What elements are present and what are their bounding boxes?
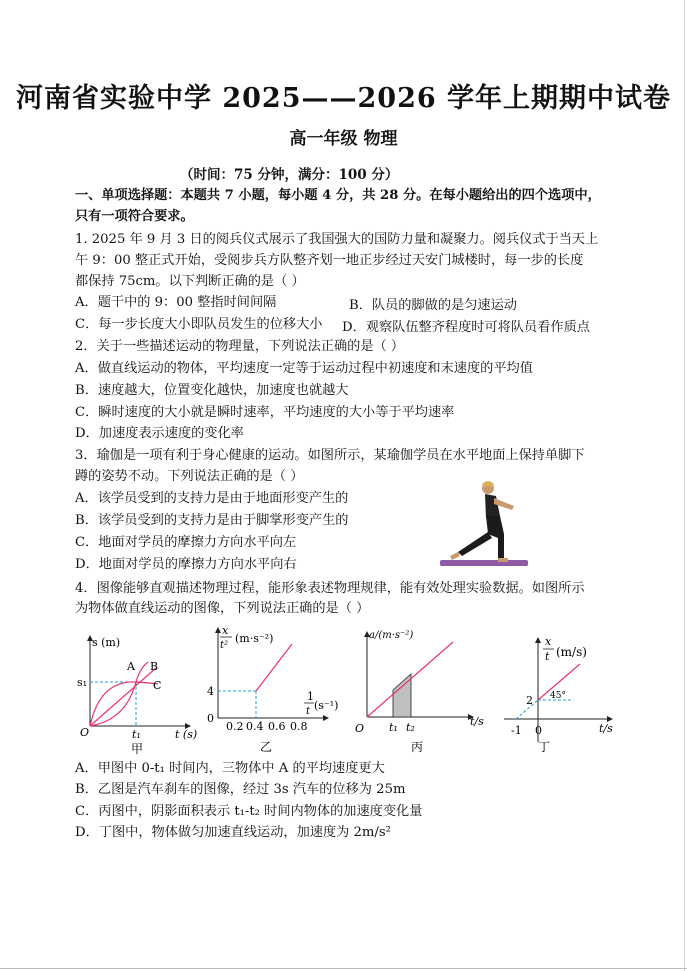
jia-label-b: B	[150, 660, 159, 673]
ding-x-tick-m1: -1	[511, 724, 522, 737]
q1-option-d: D．观察队伍整齐程度时可将队员看作质点	[342, 320, 590, 335]
page-bottom-edge	[0, 968, 687, 969]
q3-option-b: B．该学员受到的支持力是由于脚掌形变产生的	[75, 513, 349, 528]
yi-x-tick-2: 0.4	[246, 720, 264, 733]
yi-xlabel-den: t	[306, 706, 311, 717]
yi-ylabel-unit: (m·s⁻²)	[235, 632, 274, 645]
q2-option-b: B．速度越大，位置变化越快，加速度也就越大	[75, 383, 349, 398]
yoga-extended-leg	[458, 532, 492, 556]
jia-line-b	[90, 668, 156, 726]
bing-caption: 丙	[411, 740, 424, 754]
exam-title: 河南省实验中学 2025——2026 学年上期期中试卷	[15, 83, 672, 114]
ding-ylabel-unit: (m/s)	[556, 645, 587, 659]
bing-xlabel: t/s	[470, 715, 484, 728]
q3-stem-line1: 3．瑜伽是一项有利于身心健康的运动。如图所示，某瑜伽学员在水平地面上保持单脚下	[75, 448, 585, 463]
q4-stem-line1: 4．图像能够直观描述物理过程，能形象表述物理规律，能有效处理实验数据。如图所示	[75, 581, 585, 596]
yoga-support-leg	[498, 534, 504, 560]
graph-jia	[70, 628, 210, 756]
q3-option-c: C．地面对学员的摩擦力方向水平向左	[75, 535, 297, 550]
exam-time-info: （时间：75 分钟，满分：100 分）	[180, 167, 399, 183]
q3-option-d: D．地面对学员的摩擦力方向水平向右	[75, 557, 297, 572]
q2-option-a: A．做直线运动的物体，平均速度一定等于运动过程中初速度和末速度的平均值	[75, 361, 533, 376]
bing-t2: t₂	[406, 721, 415, 734]
exam-subtitle: 高一年级 物理	[289, 129, 398, 149]
q4-option-a: A．甲图中 0-t₁ 时间内，三物体中 A 的平均速度更大	[75, 761, 385, 776]
q4-option-d: D．丁图中，物体做匀加速直线运动，加速度为 2m/s²	[75, 825, 391, 840]
q4-option-c: C．丙图中，阴影面积表示 t₁-t₂ 时间内物体的加速度变化量	[75, 804, 423, 819]
jia-curve-c	[90, 662, 148, 726]
yi-xlabel-unit: (s⁻¹)	[314, 699, 339, 712]
jia-curve-a	[90, 682, 158, 726]
jia-ylabel: s (m)	[92, 636, 121, 649]
q1-stem-line3: 都保持 75cm。以下判断正确的是（ ）	[75, 274, 305, 289]
ding-ylabel-num: x	[545, 635, 552, 648]
q3-stem-line2: 蹲的姿势不动。下列说法正确的是（ ）	[75, 469, 304, 484]
q1-stem-line2: 午 9：00 整正式开始，受阅步兵方队整齐划一地正步经过天安门城楼时，每一步的长度	[75, 253, 584, 268]
q2-option-c: C．瞬时速度的大小就是瞬时速率，平均速度的大小等于平均速率	[75, 405, 455, 420]
yi-x-tick-3: 0.6	[268, 720, 286, 733]
ding-angle: 45°	[550, 691, 566, 701]
yi-y-tick-4: 4	[207, 685, 214, 698]
q2-option-d: D．加速度表示速度的变化率	[75, 426, 244, 441]
yi-origin: 0	[207, 712, 214, 725]
yoga-mat	[440, 560, 528, 566]
ding-xlabel: t/s	[599, 722, 613, 735]
q2-stem: 2．关于一些描述运动的物理量，下列说法正确的是（ ）	[75, 339, 405, 354]
jia-label-c: C	[153, 679, 162, 692]
q1-option-b: B．队员的脚做的是匀速运动	[349, 298, 517, 313]
graph-yi	[200, 618, 350, 756]
q4-option-b: B．乙图是汽车刹车的图像，经过 3s 汽车的位移为 25m	[75, 782, 406, 797]
bing-origin: O	[355, 722, 365, 735]
jia-origin: O	[80, 726, 90, 739]
q1-stem-line1: 1. 2025 年 9 月 3 日的阅兵仪式展示了我国强大的国防力量和凝聚力。阅兵仪式于当天上	[75, 232, 599, 247]
page-right-edge	[684, 0, 685, 971]
ding-y-tick-2: 2	[526, 694, 533, 707]
yi-x-tick-4: 0.8	[290, 720, 308, 733]
yi-xlabel-num: 1	[307, 690, 314, 703]
jia-t1: t₁	[132, 728, 141, 741]
yi-ylabel-num: x	[222, 624, 229, 637]
jia-label-a: A	[127, 660, 135, 673]
yi-ylabel-den: t²	[220, 640, 229, 651]
q4-stem-line2: 为物体做直线运动的图像，下列说法正确的是（ ）	[75, 601, 370, 616]
yi-x-tick-1: 0.2	[226, 720, 244, 733]
jia-s1: s₁	[77, 676, 88, 689]
q1-option-a: A．题干中的 9：00 整指时间间隔	[75, 295, 277, 310]
graph-ding	[500, 630, 620, 756]
yoga-student-figure	[438, 476, 530, 570]
bing-ylabel: a/(m·s⁻²)	[369, 630, 414, 641]
yoga-torso	[485, 494, 500, 518]
jia-xlabel: t (s)	[175, 728, 198, 741]
bing-t1: t₁	[389, 721, 398, 734]
ding-caption: 丁	[538, 740, 551, 754]
jia-caption: 甲	[131, 742, 144, 756]
section-heading-cont: 只有一项符合要求。	[75, 209, 194, 224]
yi-line	[256, 644, 292, 691]
q1-option-c: C．每一步长度大小即队员发生的位移大小	[75, 317, 323, 332]
ding-origin: 0	[535, 724, 542, 737]
ding-ylabel-den: t	[545, 650, 550, 663]
q3-option-a: A．该学员受到的支持力是由于地面形变产生的	[75, 491, 349, 506]
yi-caption: 乙	[260, 740, 273, 754]
section-heading: 一、单项选择题：本题共 7 小题，每小题 4 分，共 28 分。在每小题给出的四个选项中，	[75, 188, 601, 203]
graph-bing	[345, 624, 490, 756]
